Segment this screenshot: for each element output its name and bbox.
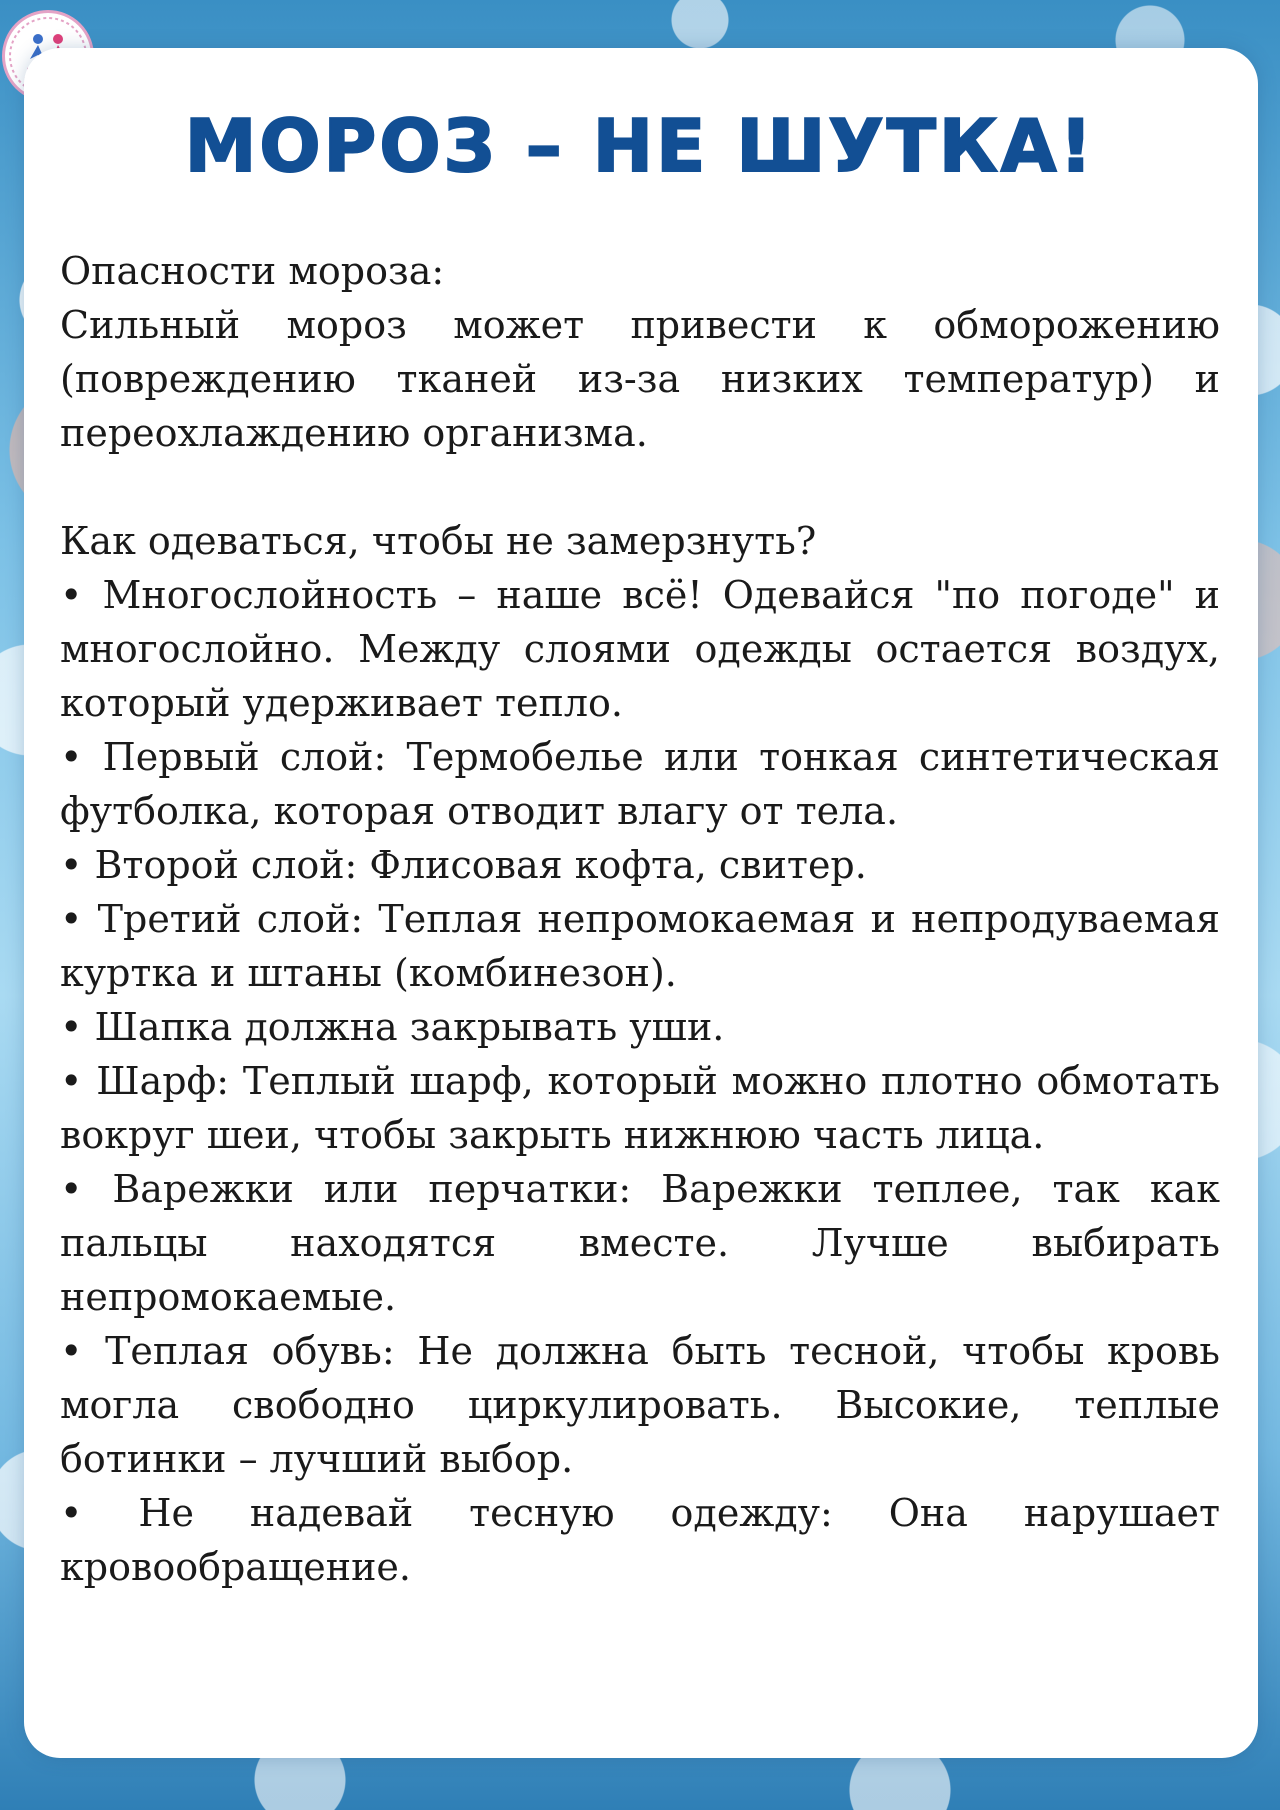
list-item: • Не надевай тесную одежду: Она нарушает кровообращение. xyxy=(60,1491,1220,1589)
list-item: • Первый слой: Термобелье или тонкая синтетическая футболка, которая отводит влагу от тела. xyxy=(60,735,1220,833)
list-item: • Шарф: Теплый шарф, который можно плотно обмотать вокруг шеи, чтобы закрыть нижнюю часть лица. xyxy=(60,1059,1220,1157)
list-item: • Шапка должна закрывать уши. xyxy=(60,1005,725,1049)
page-title: МОРОЗ – НЕ ШУТКА! xyxy=(184,104,1096,188)
danger-text: Сильный мороз может привести к обморожению (повреждению тканей из-за низких температур) и переохлаждению организма. xyxy=(60,303,1220,455)
list-item: • Третий слой: Теплая непромокаемая и непродуваемая куртка и штаны (комбинезон). xyxy=(60,897,1220,995)
clothing-heading: Как одеваться, чтобы не замерзнуть? xyxy=(60,519,817,563)
danger-heading: Опасности мороза: xyxy=(60,249,445,293)
list-item: • Теплая обувь: Не должна быть тесной, чтобы кровь могла свободно циркулировать. Высокие, теплые ботинки – лучший выбор. xyxy=(60,1329,1220,1481)
list-item: • Второй слой: Флисовая кофта, свитер. xyxy=(60,843,867,887)
article-body xyxy=(60,244,1220,1594)
list-item: • Варежки или перчатки: Варежки теплее, так как пальцы находятся вместе. Лучше выбирать непромокаемые. xyxy=(60,1167,1220,1319)
list-item: • Многослойность – наше всё! Одевайся "по погоде" и многослойно. Между слоями одежды остается воздух, который удерживает тепло. xyxy=(60,573,1220,725)
paragraph-spacer xyxy=(60,460,1220,514)
